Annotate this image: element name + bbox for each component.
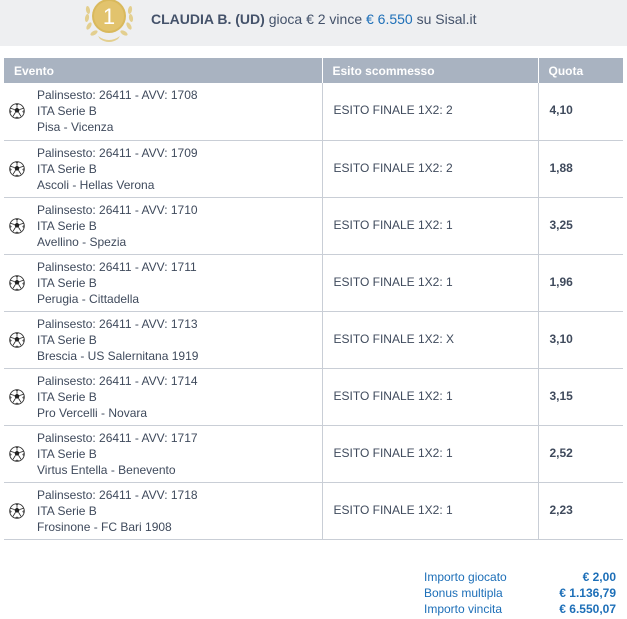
esito-cell: ESITO FINALE 1X2: X bbox=[322, 311, 538, 368]
soccer-ball-icon bbox=[9, 218, 25, 234]
event-cell bbox=[4, 311, 322, 368]
event-cell bbox=[4, 482, 322, 539]
quota-cell: 3,10 bbox=[538, 311, 623, 368]
soccer-ball-icon bbox=[9, 389, 25, 405]
match-text: Pisa - Vicenza bbox=[37, 120, 114, 135]
league-text: ITA Serie B bbox=[37, 104, 97, 119]
summary-row-importo-giocato bbox=[424, 569, 616, 585]
match-text: Perugia - Cittadella bbox=[37, 291, 140, 306]
bonus-multipla-label: Bonus multipla bbox=[424, 586, 503, 600]
medal-rank: 1 bbox=[102, 4, 116, 29]
soccer-ball-icon bbox=[9, 103, 25, 119]
match-text: Brescia - US Salernitana 1919 bbox=[37, 348, 199, 363]
palinsesto-text: Palinsesto: 26411 - AVV: 1713 bbox=[37, 316, 198, 331]
match-text: Virtus Entella - Benevento bbox=[37, 462, 176, 477]
quota-cell: 2,52 bbox=[538, 425, 623, 482]
league-text: ITA Serie B bbox=[37, 161, 97, 176]
soccer-ball-icon bbox=[9, 161, 25, 177]
esito-cell: ESITO FINALE 1X2: 1 bbox=[322, 425, 538, 482]
palinsesto-text: Palinsesto: 26411 - AVV: 1714 bbox=[37, 373, 198, 388]
soccer-ball-icon bbox=[9, 503, 25, 519]
winner-banner bbox=[0, 0, 627, 46]
column-header-quota: Quota bbox=[538, 58, 623, 83]
table-header-row bbox=[4, 58, 623, 83]
league-text: ITA Serie B bbox=[37, 275, 97, 290]
palinsesto-text: Palinsesto: 26411 - AVV: 1710 bbox=[37, 202, 198, 217]
summary-row-bonus bbox=[424, 585, 616, 601]
table-row bbox=[4, 140, 623, 197]
quota-cell: 3,15 bbox=[538, 368, 623, 425]
event-cell bbox=[4, 140, 322, 197]
esito-cell: ESITO FINALE 1X2: 1 bbox=[322, 482, 538, 539]
match-text: Ascoli - Hellas Verona bbox=[37, 177, 155, 192]
stake-amount: € 2 bbox=[306, 11, 326, 27]
summary-row-vincita bbox=[424, 601, 616, 617]
importo-giocato-value: € 2,00 bbox=[582, 570, 616, 584]
quota-cell: 2,23 bbox=[538, 482, 623, 539]
soccer-ball-icon bbox=[9, 275, 25, 291]
gold-medal-icon bbox=[80, 0, 138, 46]
importo-vincita-value: € 6.550,07 bbox=[559, 602, 616, 616]
league-text: ITA Serie B bbox=[37, 503, 97, 518]
table-row bbox=[4, 425, 623, 482]
match-text: Pro Vercelli - Novara bbox=[37, 405, 148, 420]
league-text: ITA Serie B bbox=[37, 389, 97, 404]
table-row bbox=[4, 311, 623, 368]
table-row bbox=[4, 482, 623, 539]
esito-cell: ESITO FINALE 1X2: 2 bbox=[322, 140, 538, 197]
event-cell bbox=[4, 425, 322, 482]
soccer-ball-icon bbox=[9, 332, 25, 348]
bet-summary bbox=[424, 569, 616, 617]
column-header-esito: Esito scommesso bbox=[322, 58, 538, 83]
bet-table bbox=[4, 58, 623, 540]
esito-cell: ESITO FINALE 1X2: 1 bbox=[322, 197, 538, 254]
quota-cell: 1,96 bbox=[538, 254, 623, 311]
gioca-label: gioca bbox=[268, 11, 303, 27]
event-cell bbox=[4, 368, 322, 425]
match-text: Frosinone - FC Bari 1908 bbox=[37, 519, 172, 534]
quota-cell: 1,88 bbox=[538, 140, 623, 197]
table-row bbox=[4, 254, 623, 311]
event-cell bbox=[4, 83, 322, 140]
importo-vincita-label: Importo vincita bbox=[424, 602, 503, 616]
site-label: su Sisal.it bbox=[416, 11, 477, 27]
quota-cell: 4,10 bbox=[538, 83, 623, 140]
importo-giocato-label: Importo giocato bbox=[424, 570, 507, 584]
league-text: ITA Serie B bbox=[37, 446, 97, 461]
event-cell bbox=[4, 254, 322, 311]
event-cell bbox=[4, 197, 322, 254]
table-row bbox=[4, 197, 623, 254]
esito-cell: ESITO FINALE 1X2: 1 bbox=[322, 254, 538, 311]
match-text: Avellino - Spezia bbox=[37, 234, 127, 249]
league-text: ITA Serie B bbox=[37, 332, 97, 347]
esito-cell: ESITO FINALE 1X2: 2 bbox=[322, 83, 538, 140]
vince-label: vince bbox=[329, 11, 363, 27]
quota-cell: 3,25 bbox=[538, 197, 623, 254]
table-row bbox=[4, 368, 623, 425]
winner-name: CLAUDIA B. (UD) bbox=[151, 11, 265, 27]
palinsesto-text: Palinsesto: 26411 - AVV: 1717 bbox=[37, 430, 198, 445]
palinsesto-text: Palinsesto: 26411 - AVV: 1709 bbox=[37, 145, 198, 160]
win-amount: € 6.550 bbox=[366, 11, 413, 27]
soccer-ball-icon bbox=[9, 446, 25, 462]
palinsesto-text: Palinsesto: 26411 - AVV: 1711 bbox=[37, 259, 197, 274]
winner-summary bbox=[151, 11, 477, 27]
league-text: ITA Serie B bbox=[37, 218, 97, 233]
table-row bbox=[4, 83, 623, 140]
palinsesto-text: Palinsesto: 26411 - AVV: 1708 bbox=[37, 88, 198, 103]
palinsesto-text: Palinsesto: 26411 - AVV: 1718 bbox=[37, 487, 198, 502]
column-header-evento: Evento bbox=[4, 58, 322, 83]
bonus-multipla-value: € 1.136,79 bbox=[559, 586, 616, 600]
esito-cell: ESITO FINALE 1X2: 1 bbox=[322, 368, 538, 425]
